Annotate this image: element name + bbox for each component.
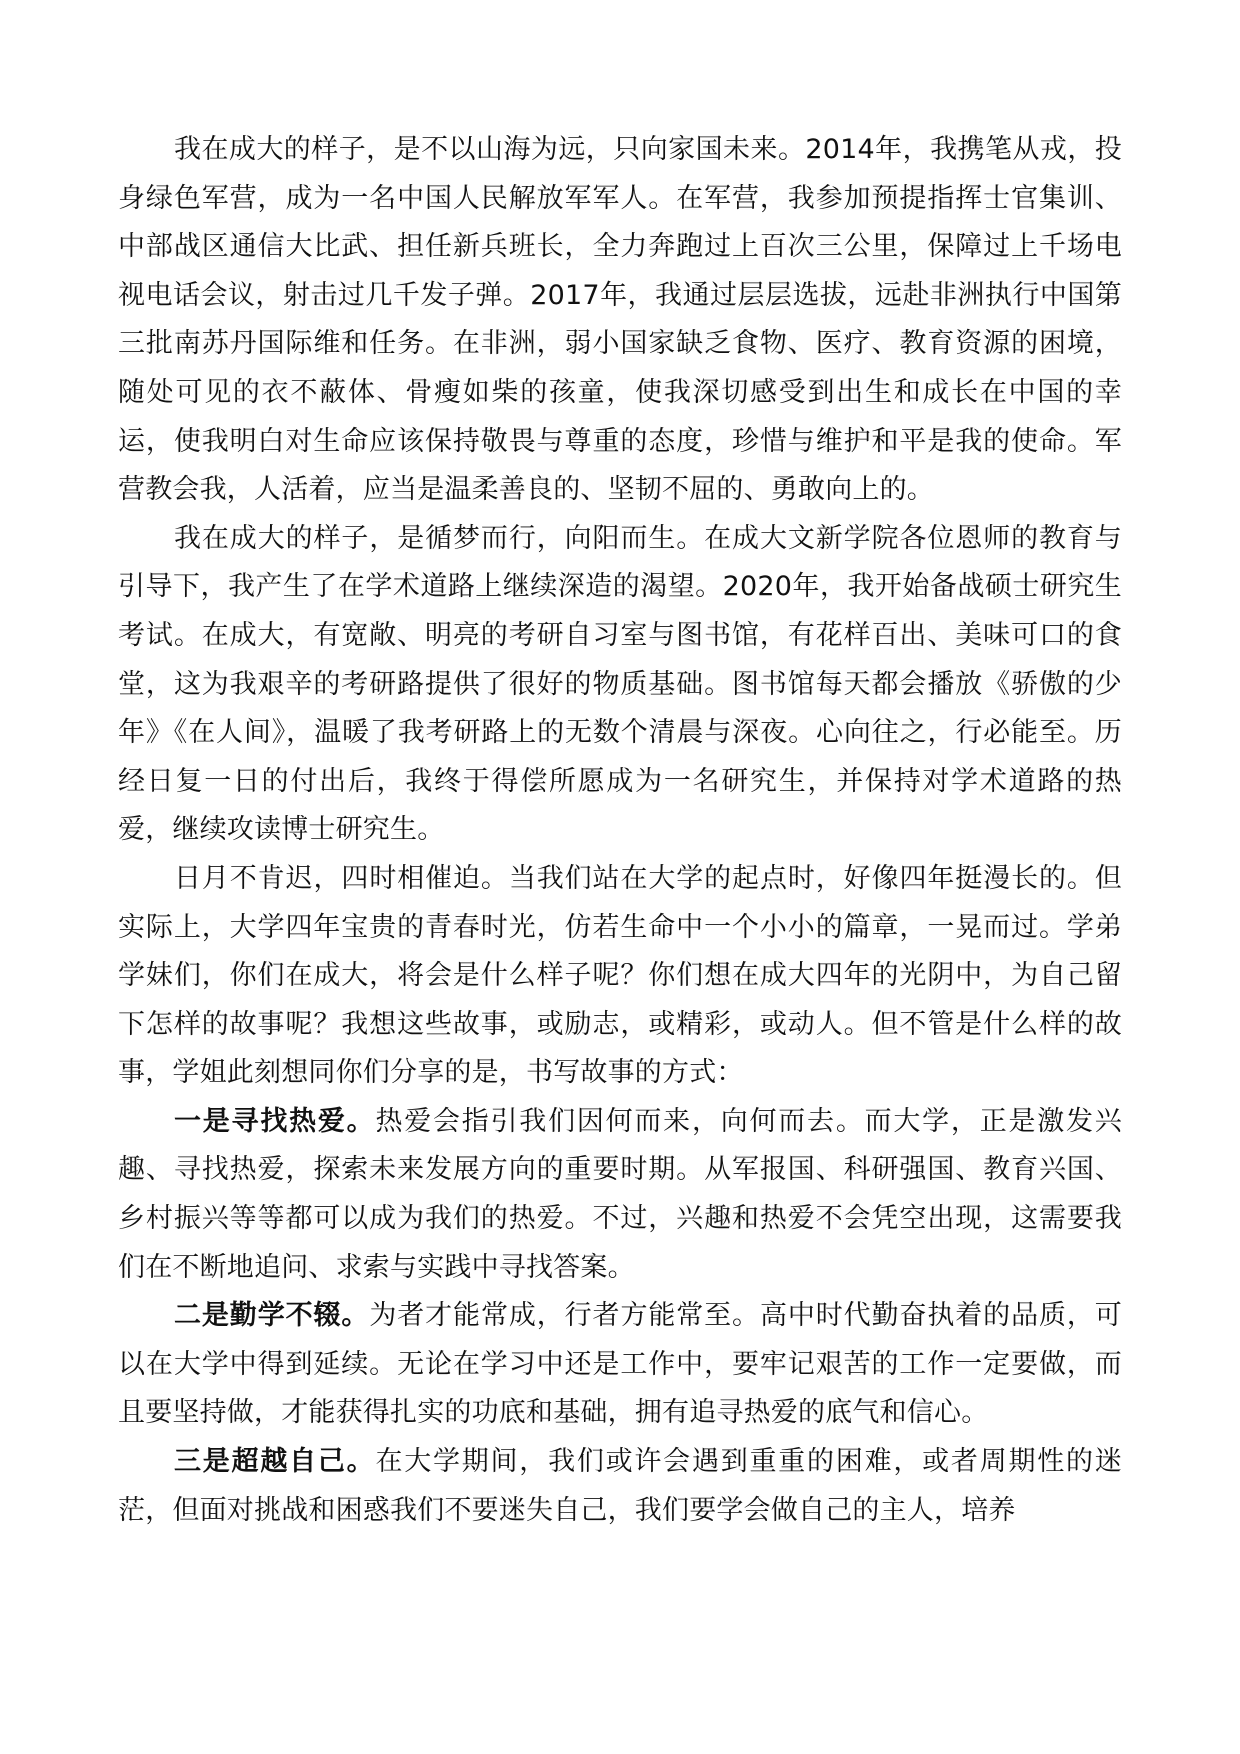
paragraph-text: 我在成大的样子，是循梦而行，向阳而生。在成大文新学院各位恩师的教育与引导下，我产生了在学术道路上继续深造的渴望。2020年，我开始备战硕士研究生考试。在成大，有宽敞、明亮的考研自习室与图书馆，有花样百出、美味可口的食堂，这为我艰辛的考研路提供了很好的物质基础。图书馆每天都会播放《骄傲的少年》《在人间》，温暖了我考研路上的无数个清晨与深夜。心向往之，行必能至。历经日复一日的付出后，我终于得偿所愿成为一名研究生，并保持对学术道路的热爱，继续攻读博士研究生。	[118, 522, 1122, 846]
paragraph-text: 我在成大的样子，是不以山海为远，只向家国未来。2014年，我携笔从戎，投身绿色军营，成为一名中国人民解放军军人。在军营，我参加预提指挥士官集训、中部战区通信大比武、担任新兵班长，全力奔跑过上百次三公里，保障过上千场电视电话会议，射击过几千发子弹。2017年，我通过层层选拔，远赴非洲执行中国第三批南苏丹国际维和任务。在非洲，弱小国家缺乏食物、医疗、教育资源的困境，随处可见的衣不蔽体、骨瘦如柴的孩童，使我深切感受到出生和成长在中国的幸运，使我明白对生命应该保持敬畏与尊重的态度，珍惜与维护和平是我的使命。军营教会我，人活着，应当是温柔善良的、坚韧不屈的、勇敢向上的。	[118, 134, 1122, 506]
paragraph-lead-heading: 一是寻找热爱。	[174, 1105, 376, 1137]
paragraph-surpass-self	[118, 1438, 1122, 1535]
paragraph-military	[118, 126, 1122, 515]
paragraph-text: 在大学期间，我们或许会遇到重重的困难，或者周期性的迷茫，但面对挑战和困惑我们不要迷失自己，我们要学会做自己的主人，培养	[118, 1446, 1123, 1526]
paragraph-text: 为者才能常成，行者方能常至。高中时代勤奋执着的品质，可以在大学中得到延续。无论在学习中还是工作中，要牢记艰苦的工作一定要做，而且要坚持做，才能获得扎实的功底和基础，拥有追寻热爱的底气和信心。	[118, 1300, 1122, 1429]
paragraph-lead-heading: 二是勤学不辍。	[174, 1300, 370, 1332]
paragraph-find-passion	[118, 1098, 1122, 1292]
document-page	[118, 126, 1122, 1535]
paragraph-diligent-study	[118, 1292, 1122, 1438]
paragraph-lead-heading: 三是超越自己。	[174, 1446, 376, 1478]
paragraph-graduate-study	[118, 515, 1122, 855]
paragraph-text: 日月不肯迟，四时相催迫。当我们站在大学的起点时，好像四年挺漫长的。但实际上，大学四年宝贵的青春时光，仿若生命中一个小小的篇章，一晃而过。学弟学妹们，你们在成大，将会是什么样子呢？你们想在成大四年的光阴中，为自己留下怎样的故事呢？我想这些故事，或励志，或精彩，或动人。但不管是什么样的故事，学姐此刻想同你们分享的是，书写故事的方式：	[118, 862, 1122, 1089]
paragraph-text: 热爱会指引我们因何而来，向何而去。而大学，正是激发兴趣、寻找热爱，探索未来发展方向的重要时期。从军报国、科研强国、教育兴国、乡村振兴等等都可以成为我们的热爱。不过，兴趣和热爱不会凭空出现，这需要我们在不断地追问、求索与实践中寻找答案。	[118, 1105, 1123, 1283]
paragraph-advice-intro	[118, 855, 1122, 1098]
